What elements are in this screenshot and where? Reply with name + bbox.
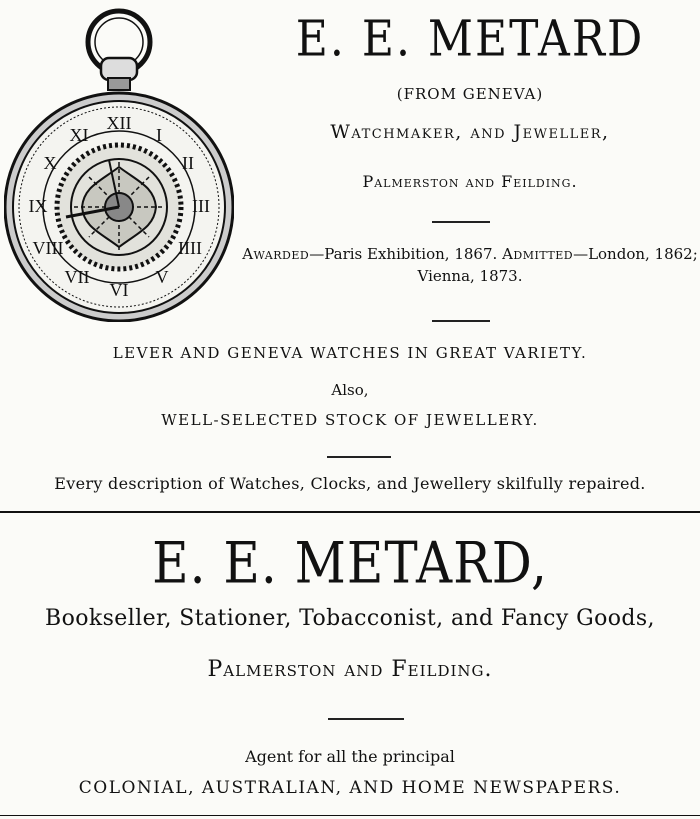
svg-text:VII: VII — [64, 267, 90, 287]
ad1-origin: (FROM GENEVA) — [396, 85, 544, 103]
svg-text:V: V — [155, 267, 169, 287]
ad1-trade: Watchmaker, and Jeweller, — [330, 121, 610, 143]
svg-text:XII: XII — [106, 113, 132, 133]
ad2-places: Palmerston and Feilding. — [207, 657, 493, 682]
ad1-lever-line: LEVER AND GENEVA WATCHES IN GREAT VARIETY. — [112, 344, 588, 362]
ad2-rule — [328, 718, 404, 720]
svg-text:III: III — [192, 196, 210, 216]
ad1-places: Palmerston and Feilding. — [362, 172, 578, 191]
svg-text:IX: IX — [28, 196, 48, 216]
svg-text:X: X — [43, 153, 57, 173]
award-label: Awarded — [242, 245, 310, 263]
ad2-newspapers: COLONIAL, AUSTRALIAN, AND HOME NEWSPAPERS. — [78, 778, 622, 798]
ad1-stock-line: WELL-SELECTED STOCK OF JEWELLERY. — [161, 411, 539, 429]
ad1-title: E. E. METARD — [295, 10, 645, 69]
svg-text:I: I — [156, 125, 162, 145]
ad1-repair-line: Every description of Watches, Clocks, and Jewellery skilfully repaired. — [54, 474, 646, 493]
svg-text:VI: VI — [109, 280, 129, 300]
ad2-trades: Bookseller, Stationer, Tobacconist, and Fancy Goods, — [45, 606, 655, 631]
ad1-also: Also, — [331, 381, 369, 399]
svg-text:VIII: VIII — [32, 238, 64, 258]
svg-text:IIII: IIII — [178, 238, 202, 258]
ad-divider — [0, 511, 700, 513]
ad1-rule-3 — [327, 456, 391, 458]
ad1-rule-2 — [432, 320, 490, 322]
ad1-awards — [240, 243, 700, 287]
admitted-text: —London, 1862; Vienna, 1873. — [417, 245, 698, 285]
svg-text:II: II — [182, 153, 194, 173]
ad2-agent: Agent for all the principal — [245, 747, 455, 766]
bottom-divider — [0, 815, 700, 816]
svg-text:XI: XI — [69, 125, 89, 145]
pocket-watch-icon — [4, 2, 234, 322]
ad1-rule-1 — [432, 221, 490, 223]
ad2-title: E. E. METARD, — [152, 529, 548, 597]
admitted-label: Admitted — [502, 245, 574, 263]
award-text: —Paris Exhibition, 1867. — [309, 245, 498, 263]
